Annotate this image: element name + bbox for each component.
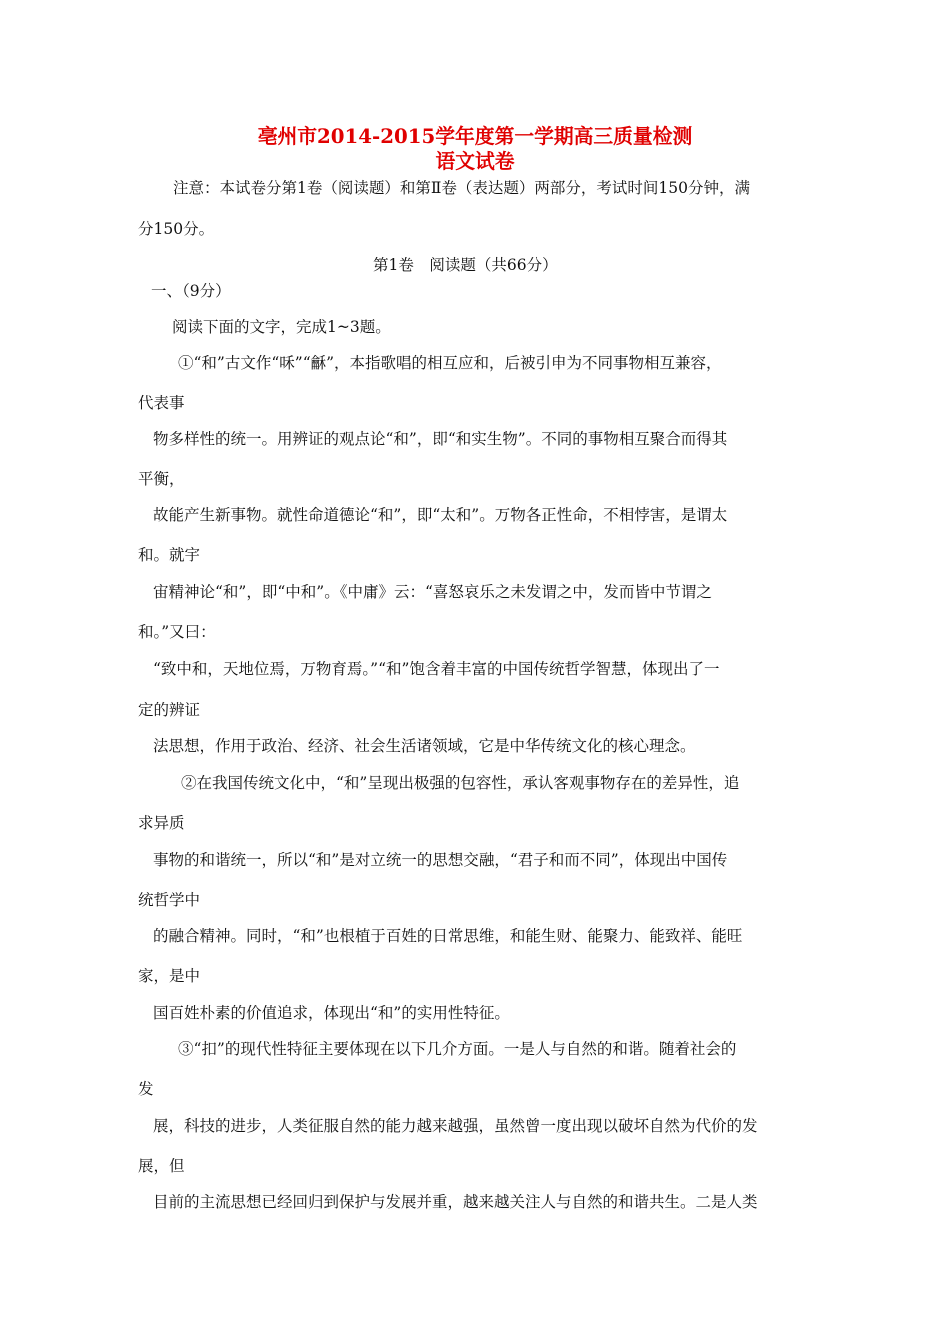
passage-line: ③“扣”的现代性特征主要体现在以下几介方面。一是人与自然的和谐。随着社会的	[178, 1040, 737, 1058]
passage-line: 定的辨证	[138, 701, 201, 719]
part-label: 一、（9分）	[151, 282, 231, 300]
notice-line-1: 注意：本试卷分第1卷（阅读题）和第Ⅱ卷（表达题）两部分，考试时间150分钟，满	[173, 179, 750, 197]
passage-line: 代表事	[138, 394, 185, 412]
passage-line: 目前的主流思想已经回归到保护与发展并重，越来越关注人与自然的和谐共生。二是人类	[153, 1193, 758, 1211]
passage-line: 家，是中	[138, 967, 201, 985]
passage-line: 事物的和谐统一，所以“和”是对立统一的思想交融，“君子和而不同”，体现出中国传	[153, 851, 728, 869]
passage-line: 和。”又曰：	[138, 623, 216, 641]
passage-line: 法思想，作用于政治、经济、社会生活诸领域，它是中华传统文化的核心理念。	[153, 737, 696, 755]
exam-title: 亳州市2014-2015学年度第一学期高三质量检测	[257, 124, 693, 148]
passage-line: 展，但	[138, 1157, 185, 1175]
passage-line: ②在我国传统文化中，“和”呈现出极强的包容性，承认客观事物存在的差异性，追	[181, 774, 740, 792]
passage-line: 故能产生新事物。就性命道德论“和”，即“太和”。万物各正性命，不相悖害，是谓太	[153, 506, 728, 524]
passage-line: 发	[138, 1080, 154, 1098]
section-heading: 第1卷 阅读题（共66分）	[373, 256, 558, 274]
passage-line: 求异质	[138, 814, 185, 832]
passage-line: 统哲学中	[138, 891, 201, 909]
passage-line: ①“和”古文作“咊”“龢”，本指歌唱的相互应和，后被引申为不同事物相互兼容，	[178, 354, 722, 372]
passage-line: 物多样性的统一。用辨证的观点论“和”，即“和实生物”。不同的事物相互聚合而得其	[153, 430, 728, 448]
passage-line: “致中和，天地位焉，万物育焉。”“和”饱含着丰富的中国传统哲学智慧，体现出了一	[153, 660, 720, 678]
reading-instruction: 阅读下面的文字，完成1~3题。	[172, 318, 391, 336]
notice-line-2: 分150分。	[138, 220, 215, 238]
passage-line: 国百姓朴素的价值追求，体现出“和”的实用性特征。	[153, 1004, 510, 1022]
passage-line: 宙精神论“和”，即“中和”。《中庸》云：“喜怒哀乐之未发谓之中，发而皆中节谓之	[153, 583, 712, 601]
passage-line: 展，科技的进步，人类征服自然的能力越来越强，虽然曾一度出现以破坏自然为代价的发	[153, 1117, 758, 1135]
passage-line: 和。就宇	[138, 546, 201, 564]
passage-line: 的融合精神。同时，“和”也根植于百姓的日常思维，和能生财、能聚力、能致祥、能旺	[153, 927, 743, 945]
exam-subtitle: 语文试卷	[435, 149, 515, 173]
passage-line: 平衡，	[138, 470, 185, 488]
